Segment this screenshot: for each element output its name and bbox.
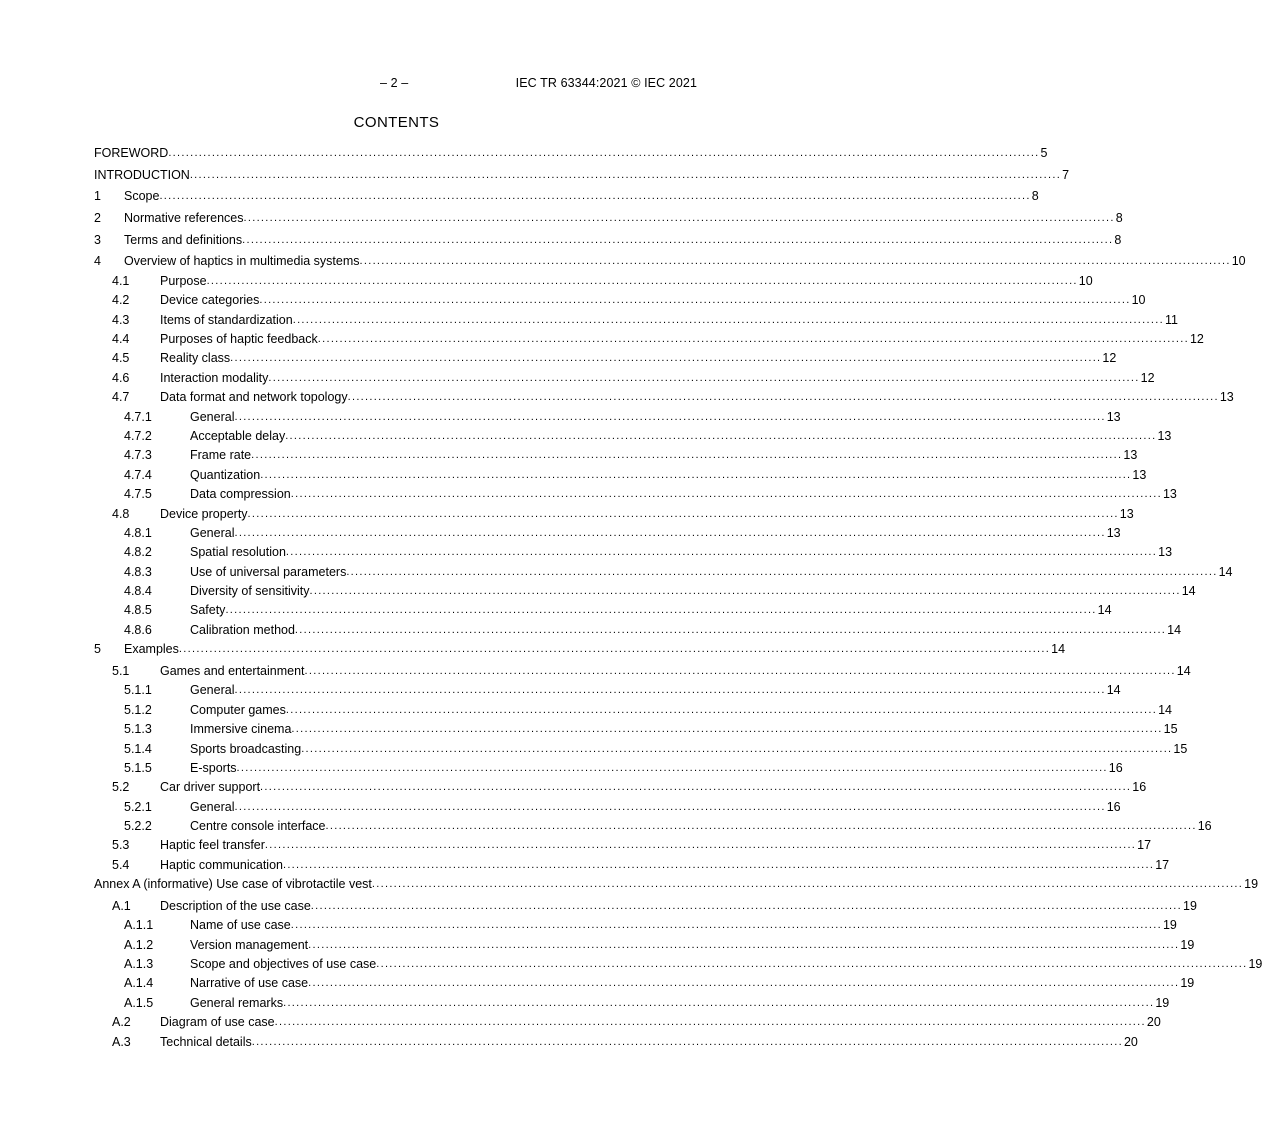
toc-entry-page: 12 [1140, 370, 1155, 385]
toc-entry-number: 4.7 [112, 390, 130, 405]
toc-entry-page: 17 [1155, 857, 1170, 872]
toc-entry[interactable] [94, 877, 1259, 899]
page-number: – 2 – [380, 76, 409, 90]
toc-entry[interactable] [94, 584, 1196, 603]
toc-entry[interactable] [94, 976, 1195, 995]
toc-entry[interactable] [94, 370, 1155, 390]
toc-entry[interactable] [94, 332, 1204, 351]
toc-entry-title: Normative references [124, 211, 244, 226]
toc-entry[interactable] [94, 1034, 1138, 1054]
toc-entry-page: 14 [1051, 642, 1066, 657]
dot-leader: ........................................................................................................................................................................................................ [294, 623, 1167, 636]
dot-leader: ........................................................................................................................................................................................................ [285, 429, 1157, 442]
toc-entry-number: A.1.3 [124, 957, 154, 972]
toc-entry-page: 14 [1218, 564, 1233, 579]
toc-entry-title: INTRODUCTION [94, 167, 190, 182]
toc-entry[interactable] [94, 487, 1177, 506]
toc-entry[interactable] [94, 995, 1170, 1015]
toc-entry-number: 4.4 [112, 332, 130, 346]
toc-entry-title: Calibration method [190, 622, 295, 637]
toc-entry-number: 4.8.6 [124, 622, 152, 637]
dot-leader: ........................................................................................................................................................................................................ [247, 507, 1119, 520]
toc-entry-page: 14 [1158, 702, 1173, 717]
toc-entry-title: Immersive cinema [190, 722, 292, 737]
toc-entry[interactable] [94, 603, 1112, 622]
toc-entry-page: 13 [1123, 448, 1138, 463]
toc-entry-title: E-sports [190, 760, 237, 775]
toc-entry[interactable] [94, 293, 1146, 312]
toc-entry[interactable] [94, 428, 1172, 448]
dot-leader: ........................................................................................................................................................................................................ [308, 977, 1180, 990]
toc-entry[interactable] [94, 312, 1178, 332]
toc-entry-number: 5.1 [112, 663, 130, 678]
toc-entry[interactable] [94, 506, 1134, 526]
toc-entry[interactable] [94, 564, 1233, 584]
dot-leader: ........................................................................................................................................................................................................ [290, 919, 1162, 932]
toc-entry-page: 20 [1146, 1015, 1161, 1030]
dot-leader: ........................................................................................................................................................................................................ [189, 168, 1062, 181]
toc-entry-page: 17 [1137, 838, 1152, 853]
toc-entry[interactable] [94, 741, 1188, 761]
dot-leader: ........................................................................................................................................................................................................ [285, 546, 1158, 559]
toc-entry-page: 10 [1078, 273, 1093, 288]
toc-entry-page: 19 [1162, 918, 1177, 933]
toc-entry-page: 16 [1106, 799, 1121, 814]
toc-entry-title: Scope [124, 189, 160, 204]
toc-entry[interactable] [94, 957, 1262, 976]
toc-entry[interactable] [94, 663, 1191, 683]
toc-entry-number: A.1.4 [124, 976, 154, 991]
toc-entry-title: Car driver support [160, 780, 261, 795]
toc-entry[interactable] [94, 351, 1117, 370]
toc-entry-page: 13 [1132, 467, 1147, 482]
toc-entry-page: 19 [1155, 995, 1170, 1010]
toc-entry[interactable] [94, 760, 1123, 780]
toc-entry-page: 14 [1097, 603, 1112, 618]
toc-entry-page: 16 [1108, 760, 1123, 775]
toc-entry-page: 8 [1114, 232, 1122, 247]
dot-leader: ........................................................................................................................................................................................................ [283, 996, 1155, 1009]
toc-entry-number: A.1.5 [124, 995, 154, 1010]
toc-entry[interactable] [94, 254, 1246, 273]
toc-entry-title: Centre console interface [190, 819, 326, 834]
dot-leader: ........................................................................................................................................................................................................ [251, 449, 1123, 462]
toc-entry-number: 5.2.1 [124, 799, 152, 814]
toc-entry-number: 5.1.5 [124, 760, 152, 775]
toc-entry-number: 4.8.4 [124, 584, 152, 599]
dot-leader: ........................................................................................................................................................................................................ [234, 526, 1106, 539]
toc-entry-title: Acceptable delay [190, 428, 286, 443]
toc-entry[interactable] [94, 409, 1121, 429]
dot-leader: ........................................................................................................................................................................................................ [251, 1035, 1123, 1048]
toc-entry-page: 20 [1123, 1034, 1138, 1049]
toc-entry[interactable] [94, 545, 1173, 564]
dot-leader: ........................................................................................................................................................................................................ [260, 781, 1132, 794]
toc-entry-title: Items of standardization [160, 312, 293, 327]
toc-entry[interactable] [94, 799, 1121, 819]
toc-entry-page: 10 [1231, 254, 1246, 269]
dot-leader: ........................................................................................................................................................................................................ [304, 664, 1176, 677]
toc-entry-page: 13 [1119, 506, 1134, 521]
table-of-contents [94, 146, 1262, 1054]
toc-entry-title: Games and entertainment [160, 663, 305, 678]
toc-entry-title: General [190, 683, 235, 698]
toc-entry-number: 4.1 [112, 273, 130, 288]
dot-leader: ........................................................................................................................................................................................................ [259, 294, 1131, 307]
toc-entry-page: 14 [1106, 683, 1121, 698]
toc-entry[interactable] [94, 838, 1152, 857]
toc-entry-number: A.1.2 [124, 937, 154, 952]
dot-leader: ........................................................................................................................................................................................................ [347, 391, 1219, 404]
toc-entry-title: Quantization [190, 467, 261, 482]
dot-leader: ........................................................................................................................................................................................................ [290, 488, 1162, 501]
dot-leader: ........................................................................................................................................................................................................ [371, 878, 1244, 891]
toc-entry-page: 13 [1219, 390, 1234, 405]
dot-leader: ........................................................................................................................................................................................................ [264, 839, 1137, 852]
dot-leader: ........................................................................................................................................................................................................ [178, 643, 1051, 656]
toc-entry-page: 13 [1157, 428, 1172, 443]
toc-entry-title: Device property [160, 506, 248, 521]
dot-leader: ........................................................................................................................................................................................................ [234, 410, 1106, 423]
toc-entry[interactable] [94, 780, 1147, 799]
toc-entry[interactable] [94, 146, 1048, 168]
toc-entry-number: 1 [94, 189, 101, 204]
toc-entry-page: 15 [1163, 722, 1178, 737]
toc-entry-title: General [190, 525, 235, 540]
toc-entry-page: 13 [1162, 487, 1177, 502]
toc-entry-page: 13 [1158, 545, 1173, 560]
toc-entry[interactable] [94, 722, 1178, 741]
toc-entry-title: Data format and network topology [160, 390, 348, 405]
dot-leader: ........................................................................................................................................................................................................ [325, 820, 1197, 833]
dot-leader: ........................................................................................................................................................................................................ [206, 274, 1078, 287]
dot-leader: ........................................................................................................................................................................................................ [346, 565, 1218, 578]
toc-entry-number: 4.6 [112, 370, 130, 385]
toc-entry-number: 2 [94, 211, 101, 226]
toc-entry-number: 4 [94, 254, 101, 269]
toc-entry-number: 4.5 [112, 351, 130, 366]
toc-entry-number: 4.7.5 [124, 487, 152, 502]
toc-entry-number: 5.4 [112, 857, 130, 872]
toc-entry-page: 11 [1164, 312, 1178, 327]
toc-entry-title: Examples [124, 642, 179, 657]
toc-entry-title: Diversity of sensitivity [190, 584, 310, 599]
dot-leader: ........................................................................................................................................................................................................ [376, 958, 1248, 971]
toc-entry-title: Overview of haptics in multimedia systems [124, 254, 360, 269]
toc-entry-number: A.3 [112, 1034, 131, 1049]
toc-entry-number: A.1.1 [124, 918, 154, 933]
toc-entry[interactable] [94, 211, 1123, 233]
toc-entry-title: Data compression [190, 487, 291, 502]
dot-leader: ........................................................................................................................................................................................................ [274, 1016, 1146, 1029]
toc-entry-number: 5.3 [112, 838, 130, 853]
toc-entry-number: 4.7.1 [124, 409, 152, 424]
dot-leader: ........................................................................................................................................................................................................ [310, 899, 1183, 912]
toc-entry[interactable] [94, 937, 1195, 957]
toc-entry-number: 5.2 [112, 780, 130, 795]
dot-leader: ........................................................................................................................................................................................................ [234, 800, 1106, 813]
toc-entry-title: Description of the use case [160, 898, 311, 913]
toc-entry-title: Name of use case [190, 918, 291, 933]
toc-entry-title: Use of universal parameters [190, 564, 347, 579]
dot-leader: ........................................................................................................................................................................................................ [308, 938, 1180, 951]
dot-leader: ........................................................................................................................................................................................................ [301, 742, 1173, 755]
toc-entry-title: Version management [190, 937, 309, 952]
toc-entry-title: Narrative of use case [190, 976, 309, 991]
toc-entry-title: Annex A (informative) Use case of vibrotactile vest [94, 877, 372, 892]
toc-entry[interactable] [94, 467, 1147, 487]
toc-entry-number: 4.7.3 [124, 448, 152, 463]
toc-entry-title: Purpose [160, 273, 207, 288]
toc-entry-page: 19 [1180, 937, 1195, 952]
toc-entry-number: 4.8.3 [124, 564, 152, 579]
toc-entry-number: 5.2.2 [124, 819, 152, 834]
toc-entry-page: 19 [1180, 976, 1195, 991]
dot-leader: ........................................................................................................................................................................................................ [317, 333, 1189, 345]
toc-entry[interactable] [94, 390, 1234, 409]
toc-entry-number: 5.1.3 [124, 722, 152, 737]
toc-entry-title: FOREWORD [94, 146, 169, 160]
toc-entry-title: Purposes of haptic feedback [160, 332, 318, 346]
dot-leader: ........................................................................................................................................................................................................ [225, 604, 1097, 617]
toc-entry-number: 5.1.2 [124, 702, 152, 717]
dot-leader: ........................................................................................................................................................................................................ [285, 703, 1158, 716]
dot-leader: ........................................................................................................................................................................................................ [230, 352, 1102, 365]
toc-entry-title: Haptic feel transfer [160, 838, 265, 853]
document-id: IEC TR 63344:2021 © IEC 2021 [515, 76, 697, 90]
toc-entry-page: 12 [1189, 332, 1204, 346]
toc-entry-title: General [190, 799, 235, 814]
toc-entry-page: 19 [1248, 957, 1262, 972]
toc-entry-page: 12 [1102, 351, 1117, 366]
dot-leader: ........................................................................................................................................................................................................ [291, 723, 1163, 736]
toc-entry-number: 4.7.2 [124, 428, 152, 443]
toc-entry-title: Device categories [160, 293, 260, 308]
toc-entry-number: 5 [94, 642, 101, 657]
toc-entry-page: 10 [1131, 293, 1146, 308]
toc-entry-page: 19 [1183, 898, 1197, 913]
dot-leader: ........................................................................................................................................................................................................ [282, 858, 1155, 871]
toc-entry[interactable] [94, 683, 1121, 702]
toc-entry-page: 14 [1167, 622, 1182, 637]
toc-entry[interactable] [94, 167, 1070, 190]
toc-entry[interactable] [94, 898, 1197, 918]
toc-entry-page: 14 [1176, 663, 1191, 678]
toc-entry-number: 3 [94, 232, 101, 247]
dot-leader: ........................................................................................................................................................................................................ [242, 233, 1114, 246]
toc-entry[interactable] [94, 819, 1212, 838]
toc-entry-title: Spatial resolution [190, 545, 286, 560]
toc-entry-number: 4.7.4 [124, 467, 152, 482]
toc-entry[interactable] [94, 622, 1182, 642]
toc-entry[interactable] [94, 918, 1177, 937]
page-header [0, 76, 793, 92]
toc-entry-page: 5 [1040, 146, 1048, 160]
toc-entry-title: General remarks [190, 995, 284, 1010]
dot-leader: ........................................................................................................................................................................................................ [234, 684, 1106, 697]
toc-entry-page: 19 [1244, 877, 1259, 892]
toc-entry-number: A.1 [112, 898, 131, 913]
toc-entry-page: 15 [1173, 741, 1188, 756]
toc-entry-title: Safety [190, 603, 226, 618]
toc-entry-number: 4.3 [112, 312, 130, 327]
toc-entry[interactable] [94, 702, 1173, 722]
toc-entry-page: 16 [1197, 819, 1212, 834]
toc-entry-title: Reality class [160, 351, 231, 366]
toc-entry-page: 8 [1031, 189, 1039, 204]
toc-entry-number: 5.1.1 [124, 683, 152, 698]
dot-leader: ........................................................................................................................................................................................................ [292, 313, 1164, 326]
dot-leader: ........................................................................................................................................................................................................ [236, 761, 1108, 774]
toc-entry-number: 4.8 [112, 506, 130, 521]
toc-entry-page: 13 [1106, 409, 1121, 424]
dot-leader: ........................................................................................................................................................................................................ [268, 371, 1140, 384]
toc-entry[interactable] [94, 232, 1122, 255]
toc-entry-title: Computer games [190, 702, 286, 717]
toc-entry-title: Terms and definitions [124, 232, 243, 247]
dot-leader: ........................................................................................................................................................................................................ [243, 212, 1115, 225]
toc-entry-title: Technical details [160, 1034, 252, 1049]
toc-entry-page: 8 [1115, 211, 1123, 226]
toc-entry-title: Diagram of use case [160, 1015, 275, 1030]
toc-entry-title: Haptic communication [160, 857, 283, 872]
toc-entry[interactable] [94, 273, 1093, 293]
dot-leader: ........................................................................................................................................................................................................ [359, 255, 1231, 268]
toc-entry-number: 4.8.1 [124, 525, 152, 540]
page-title: CONTENTS [353, 114, 440, 131]
toc-entry-number: 5.1.4 [124, 741, 152, 756]
toc-entry-number: 4.2 [112, 293, 130, 308]
toc-entry-page: 13 [1106, 525, 1121, 540]
toc-entry[interactable] [94, 189, 1039, 211]
toc-entry-page: 7 [1062, 167, 1070, 182]
toc-entry-number: 4.8.5 [124, 603, 152, 618]
toc-entry-page: 14 [1181, 584, 1196, 599]
dot-leader: ........................................................................................................................................................................................................ [168, 147, 1040, 159]
toc-entry-title: Interaction modality [160, 370, 269, 385]
toc-entry-title: General [190, 409, 235, 424]
toc-entry[interactable] [94, 857, 1170, 877]
toc-entry-page: 16 [1132, 780, 1147, 795]
toc-entry-title: Sports broadcasting [190, 741, 302, 756]
toc-entry-number: 4.8.2 [124, 545, 152, 560]
dot-leader: ........................................................................................................................................................................................................ [309, 585, 1181, 598]
dot-leader: ........................................................................................................................................................................................................ [159, 190, 1031, 203]
toc-entry[interactable] [94, 448, 1138, 467]
toc-entry[interactable] [94, 642, 1066, 664]
toc-entry-number: A.2 [112, 1015, 131, 1030]
toc-entry[interactable] [94, 1015, 1161, 1034]
toc-entry-title: Frame rate [190, 448, 252, 463]
toc-entry[interactable] [94, 525, 1121, 545]
toc-entry-title: Scope and objectives of use case [190, 957, 377, 972]
dot-leader: ........................................................................................................................................................................................................ [260, 468, 1132, 481]
